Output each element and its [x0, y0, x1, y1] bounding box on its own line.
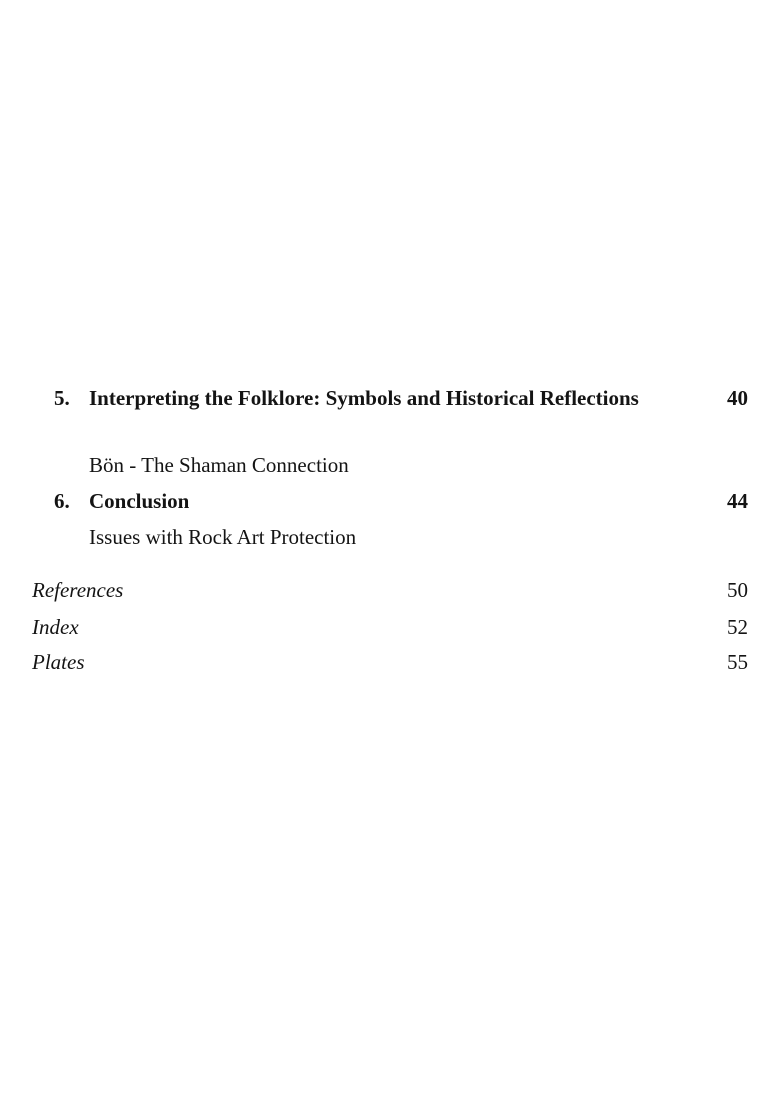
backmatter-title: Index	[32, 615, 79, 639]
chapter-page-number: 44	[727, 489, 748, 513]
subsection-title: Issues with Rock Art Protection	[89, 525, 357, 549]
backmatter-page-number: 52	[727, 615, 748, 639]
chapter-page-number: 40	[727, 386, 748, 410]
chapter-number: 5.	[54, 386, 70, 410]
chapter-title: Conclusion	[89, 489, 190, 513]
chapter-title: Interpreting the Folklore: Symbols and Historical Reflections	[89, 386, 639, 410]
chapter-number: 6.	[54, 489, 70, 513]
backmatter-page-number: 50	[727, 578, 748, 602]
backmatter-page-number: 55	[727, 650, 748, 674]
backmatter-title: References	[32, 578, 124, 602]
subsection-title: Bön - The Shaman Connection	[89, 453, 349, 477]
backmatter-title: Plates	[32, 650, 85, 674]
